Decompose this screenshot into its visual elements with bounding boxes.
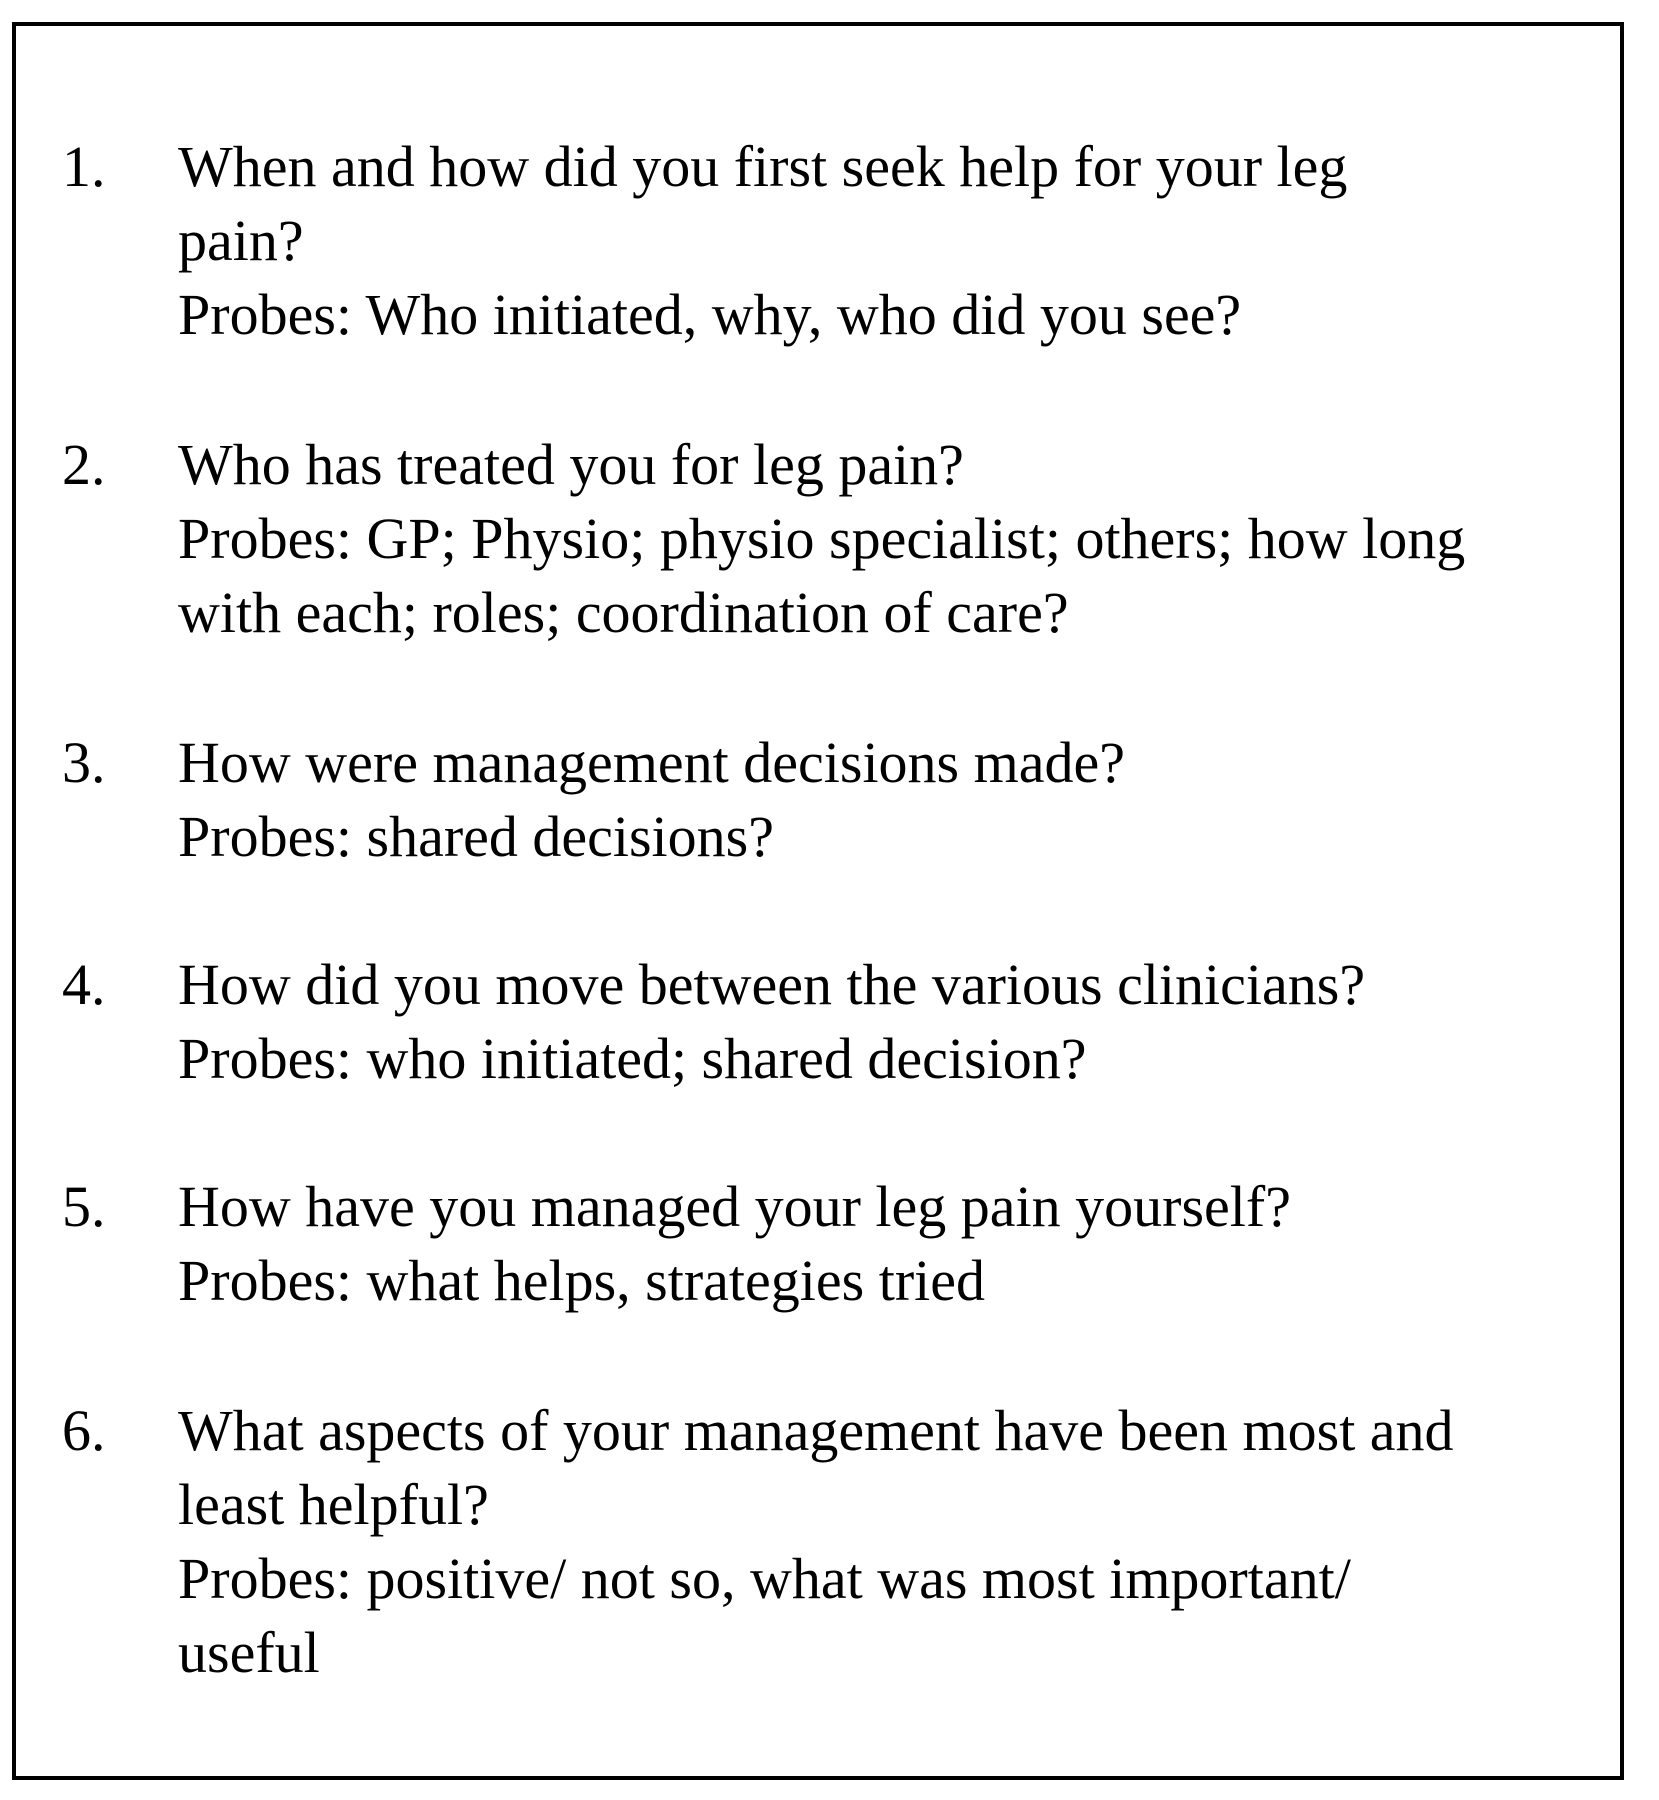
question-line: How have you managed your leg pain yourself? xyxy=(178,1174,1291,1239)
question-number: 3. xyxy=(62,730,106,795)
question-text xyxy=(178,726,1610,874)
question-text xyxy=(178,428,1610,650)
probe-line: Probes: what helps, strategies tried xyxy=(178,1248,985,1313)
probe-line: with each; roles; coordination of care? xyxy=(178,580,1069,645)
question-number: 6. xyxy=(62,1398,106,1463)
question-line: Who has treated you for leg pain? xyxy=(178,432,964,497)
question-text xyxy=(178,1394,1610,1690)
question-text xyxy=(178,130,1610,352)
probe-line: Probes: GP; Physio; physio specialist; others; how long xyxy=(178,506,1466,571)
question-number: 5. xyxy=(62,1174,106,1239)
probe-line: useful xyxy=(178,1620,320,1685)
question-text xyxy=(178,1170,1610,1318)
question-line: least helpful? xyxy=(178,1472,489,1537)
question-line: When and how did you first seek help for your leg xyxy=(178,134,1348,199)
probe-line: Probes: positive/ not so, what was most important/ xyxy=(178,1546,1351,1611)
question-number: 2. xyxy=(62,432,106,497)
question-line: pain? xyxy=(178,208,304,273)
question-line: How were management decisions made? xyxy=(178,730,1125,795)
probe-line: Probes: shared decisions? xyxy=(178,804,774,869)
question-number: 1. xyxy=(62,134,106,199)
question-line: How did you move between the various clinicians? xyxy=(178,952,1366,1017)
question-line: What aspects of your management have been most and xyxy=(178,1398,1454,1463)
probe-line: Probes: Who initiated, why, who did you see? xyxy=(178,282,1242,347)
question-text xyxy=(178,948,1610,1096)
question-box xyxy=(12,22,1624,1780)
question-number: 4. xyxy=(62,952,106,1017)
question-list xyxy=(16,26,1620,1776)
probe-line: Probes: who initiated; shared decision? xyxy=(178,1026,1087,1091)
